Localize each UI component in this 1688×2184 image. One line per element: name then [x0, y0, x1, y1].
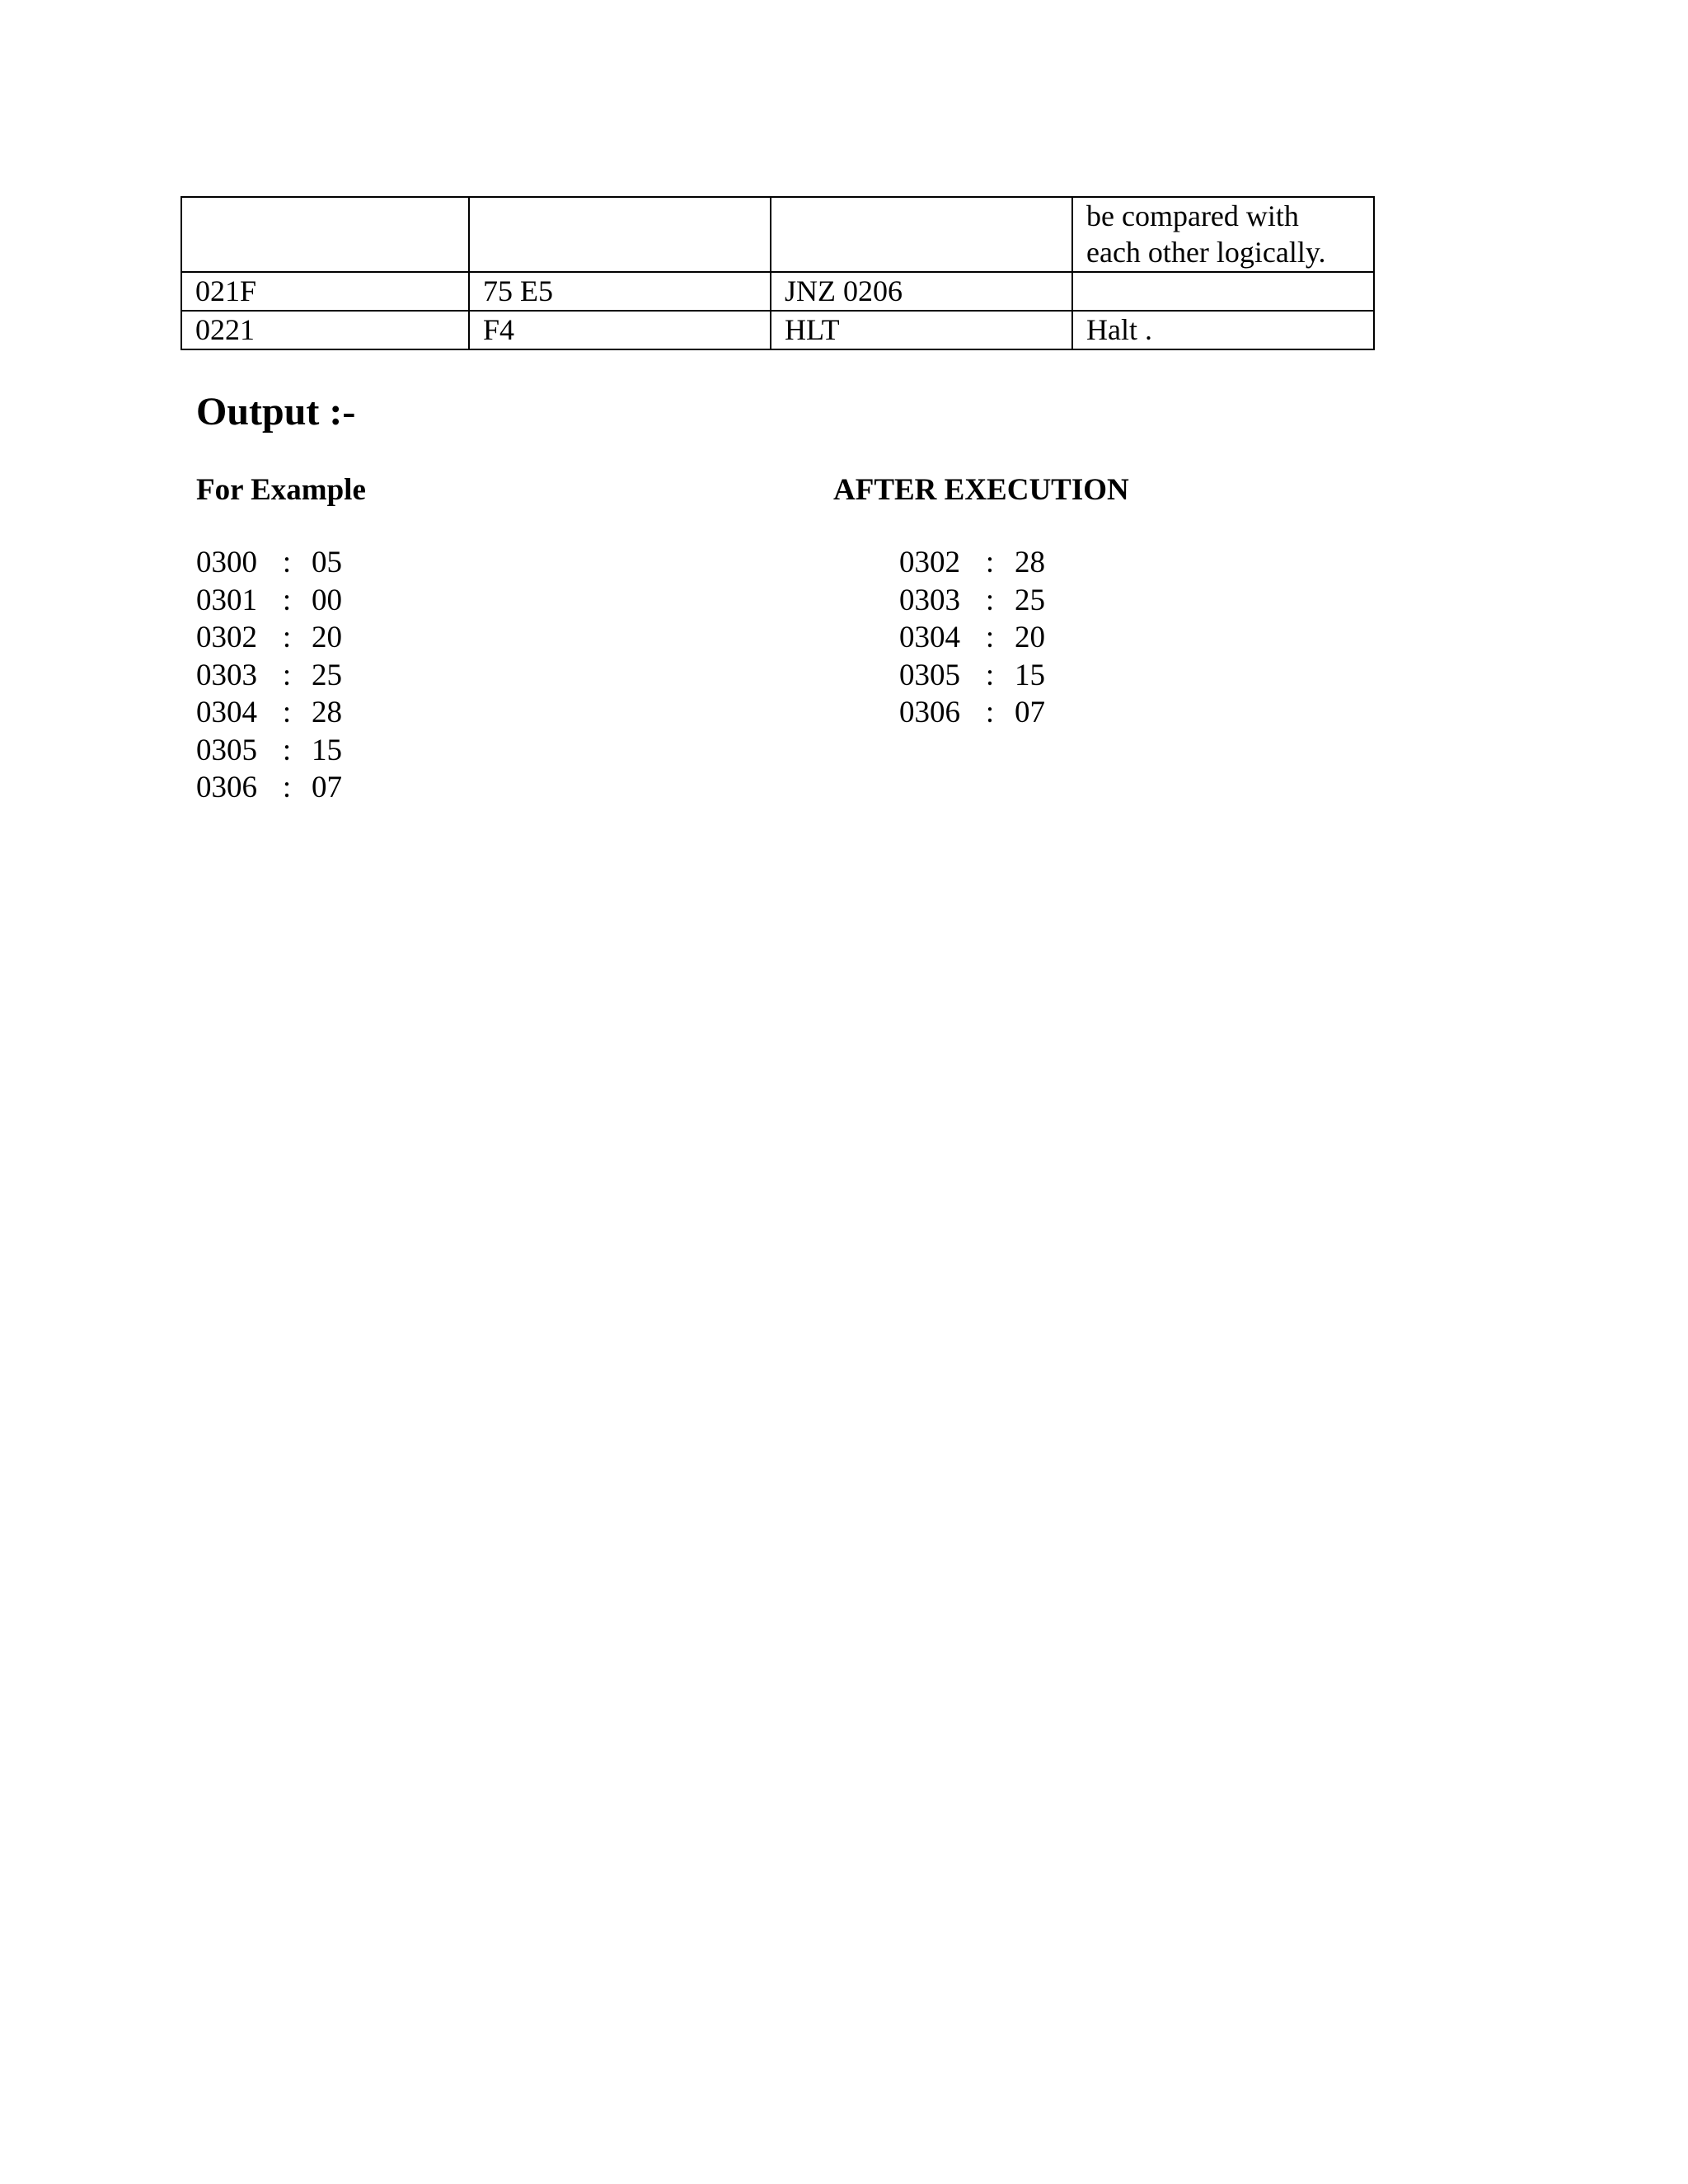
- separator: :: [985, 546, 995, 579]
- separator: :: [985, 621, 995, 654]
- memory-value: 07: [1015, 696, 1045, 729]
- separator: :: [985, 583, 995, 617]
- memory-entry: [196, 619, 342, 657]
- memory-address: 0304: [196, 696, 257, 729]
- separator: :: [282, 733, 292, 767]
- memory-address: 0303: [196, 658, 257, 692]
- memory-value: 07: [312, 771, 342, 804]
- separator: :: [985, 696, 995, 729]
- table-row: [181, 311, 1374, 349]
- table-row: [181, 197, 1374, 272]
- mnemonic-cell: JNZ 0206: [771, 272, 1072, 311]
- address-cell: 0221: [181, 311, 469, 349]
- separator: :: [282, 771, 292, 804]
- before-memory-list: [196, 544, 342, 807]
- memory-address: 0305: [899, 658, 960, 692]
- memory-address: 0303: [899, 583, 960, 617]
- memory-address: 0306: [196, 771, 257, 804]
- for-example-heading: For Example: [196, 473, 366, 507]
- memory-entry: [899, 657, 1045, 695]
- opcode-cell: F4: [469, 311, 771, 349]
- separator: :: [985, 658, 995, 692]
- mnemonic-cell: HLT: [771, 311, 1072, 349]
- memory-address: 0301: [196, 583, 257, 617]
- memory-value: 28: [1015, 546, 1045, 579]
- memory-address: 0305: [196, 733, 257, 767]
- after-execution-heading: AFTER EXECUTION: [833, 473, 1129, 507]
- memory-value: 00: [312, 583, 342, 617]
- comment-cell: [1072, 272, 1374, 311]
- separator: :: [282, 621, 292, 654]
- opcode-cell: [469, 197, 771, 272]
- memory-value: 20: [312, 621, 342, 654]
- memory-value: 20: [1015, 621, 1045, 654]
- program-table: [181, 196, 1375, 350]
- memory-value: 28: [312, 696, 342, 729]
- memory-address: 0302: [899, 546, 960, 579]
- memory-entry: [196, 582, 342, 620]
- separator: :: [282, 583, 292, 617]
- memory-entry: [899, 619, 1045, 657]
- memory-entry: [196, 769, 342, 807]
- table-row: [181, 272, 1374, 311]
- output-heading: Output :-: [196, 390, 356, 434]
- comment-cell: Halt .: [1072, 311, 1374, 349]
- memory-entry: [196, 544, 342, 582]
- memory-address: 0300: [196, 546, 257, 579]
- memory-entry: [899, 582, 1045, 620]
- separator: :: [282, 696, 292, 729]
- memory-entry: [196, 657, 342, 695]
- mnemonic-cell: [771, 197, 1072, 272]
- memory-address: 0306: [899, 696, 960, 729]
- memory-value: 15: [1015, 658, 1045, 692]
- memory-value: 05: [312, 546, 342, 579]
- address-cell: [181, 197, 469, 272]
- after-memory-list: [899, 544, 1045, 732]
- address-cell: 021F: [181, 272, 469, 311]
- memory-entry: [899, 544, 1045, 582]
- memory-value: 25: [312, 658, 342, 692]
- opcode-cell: 75 E5: [469, 272, 771, 311]
- memory-address: 0304: [899, 621, 960, 654]
- memory-entry: [196, 694, 342, 732]
- comment-cell: be compared with each other logically.: [1072, 197, 1374, 272]
- memory-value: 15: [312, 733, 342, 767]
- separator: :: [282, 658, 292, 692]
- memory-entry: [899, 694, 1045, 732]
- memory-address: 0302: [196, 621, 257, 654]
- memory-entry: [196, 732, 342, 770]
- memory-value: 25: [1015, 583, 1045, 617]
- separator: :: [282, 546, 292, 579]
